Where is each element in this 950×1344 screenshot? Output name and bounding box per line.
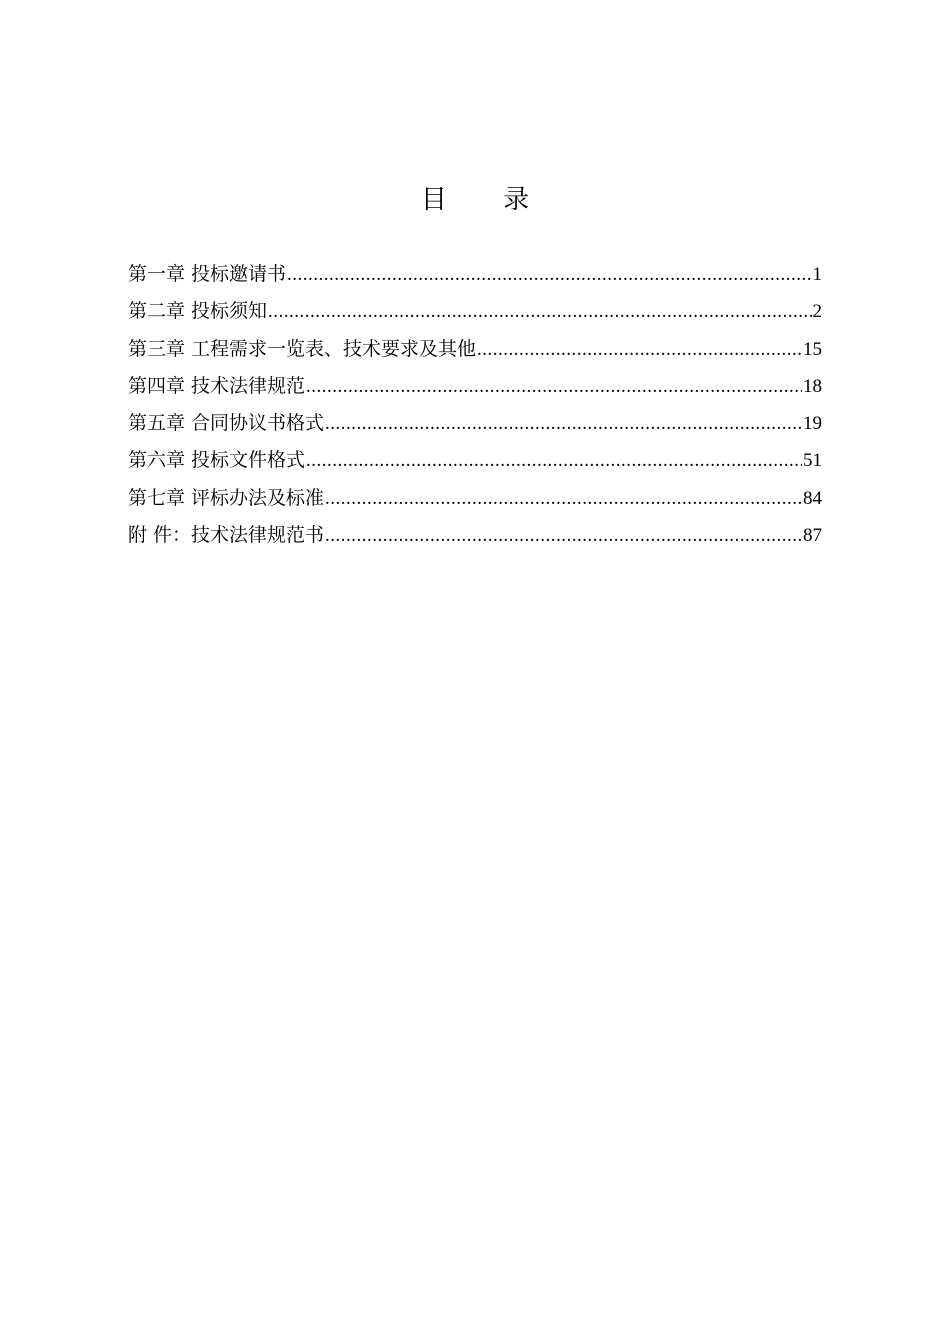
dot-leader bbox=[325, 480, 802, 517]
table-of-contents bbox=[128, 256, 822, 554]
toc-entry-label: 第六章 投标文件格式 bbox=[128, 449, 306, 472]
toc-title: 目 录 bbox=[420, 185, 554, 215]
toc-entry-chapter-4[interactable] bbox=[128, 368, 822, 405]
dot-leader bbox=[306, 442, 802, 479]
toc-entry-label: 第一章 投标邀请书 bbox=[128, 263, 287, 285]
toc-page-number: 15 bbox=[803, 338, 822, 360]
toc-entry-label: 第四章 技术法律规范 bbox=[128, 374, 306, 397]
toc-entry-chapter-5[interactable] bbox=[128, 405, 822, 442]
dot-leader bbox=[306, 368, 802, 405]
toc-entry-label: 第三章 工程需求一览表、技术要求及其他 bbox=[128, 337, 477, 360]
dot-leader bbox=[325, 517, 802, 554]
toc-entry-label: 第二章 投标须知 bbox=[128, 300, 268, 323]
toc-page-number: 51 bbox=[803, 450, 822, 472]
dot-leader bbox=[287, 256, 811, 293]
toc-entry-chapter-3[interactable] bbox=[128, 331, 822, 368]
toc-page-number: 19 bbox=[803, 413, 822, 435]
toc-entry-label: 附 件：技术法律规范书 bbox=[128, 524, 325, 547]
toc-page-number: 18 bbox=[803, 375, 822, 397]
toc-page-number: 1 bbox=[812, 264, 822, 285]
toc-entry-label: 第七章 评标办法及标准 bbox=[128, 486, 325, 509]
toc-page-number: 87 bbox=[803, 525, 822, 547]
toc-entry-chapter-1[interactable] bbox=[128, 256, 822, 293]
toc-entry-appendix[interactable] bbox=[128, 517, 822, 554]
dot-leader bbox=[477, 331, 802, 368]
toc-page-number: 2 bbox=[812, 301, 822, 323]
toc-page-number: 84 bbox=[803, 487, 822, 509]
dot-leader bbox=[268, 293, 811, 330]
dot-leader bbox=[325, 405, 802, 442]
toc-entry-chapter-2[interactable] bbox=[128, 293, 822, 330]
toc-entry-label: 第五章 合同协议书格式 bbox=[128, 412, 325, 435]
toc-entry-chapter-7[interactable] bbox=[128, 480, 822, 517]
toc-entry-chapter-6[interactable] bbox=[128, 442, 822, 479]
